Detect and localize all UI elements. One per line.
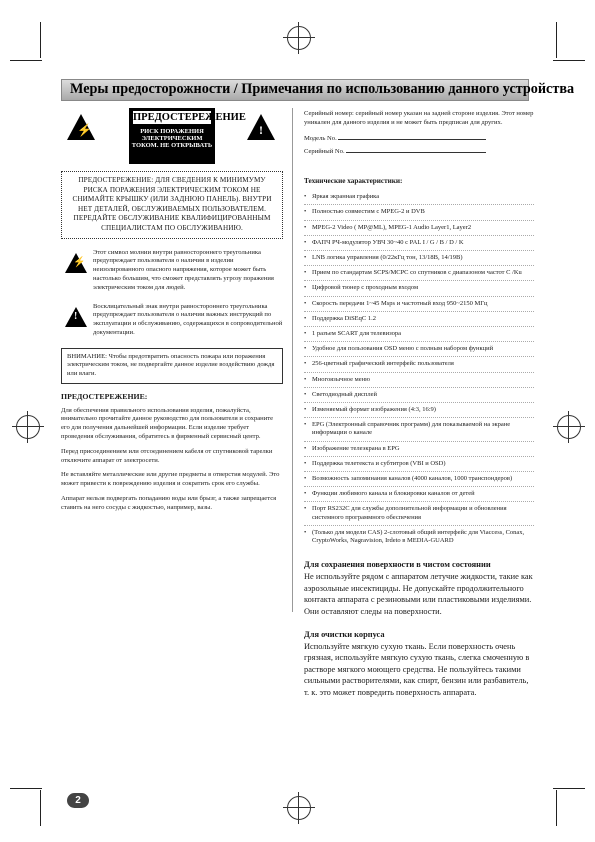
model-number-field (304, 133, 534, 144)
specs-heading: Технические характеристики: (304, 177, 403, 186)
registration-mark (287, 26, 311, 50)
page-title: Меры предосторожности / Примечания по использованию данного устройства (70, 81, 575, 97)
crop-mark (10, 60, 42, 61)
list-item: • (Только для модели CAS) 2-слотовый общий интерфейс для Viaccess, Conax, CryptoWorks, Nagravision, Irdeto в MEDIA-GUARD (304, 526, 534, 548)
crop-mark (556, 790, 557, 826)
exclamation-notice-text: Восклицательный знак внутри равностороннего треугольника предупреждает пользователя о наличии важных инструкций по эксплуатации и обслуживанию, содержащихся в сопроводительной документации. (93, 302, 283, 336)
left-column (61, 108, 283, 512)
exclamation-warning-icon: ! (247, 114, 275, 140)
page-title-bar (61, 79, 575, 101)
list-item: • Полностью совместим с MPEG-2 и DVB (304, 205, 534, 220)
serial-number-field (304, 146, 534, 157)
caution-label (61, 108, 283, 165)
caution-heading: ПРЕДОСТЕРЕЖЕНИЕ: (61, 391, 148, 401)
page-number: 2 (67, 793, 89, 808)
list-item: • 256-цветный графический интерфейс пользователя (304, 357, 534, 372)
caution-paragraph: Для обеспечения правильного использования изделия, пожалуйста, внимательно прочитайте данное руководство для пользователя и сохраните его для получения дальнейшей информации. Если изделие требует проведения обслуживания, обратитесь в фирменный сервисный центр. (61, 406, 274, 440)
lightning-icon: ⚡ (65, 253, 87, 273)
crop-mark (40, 22, 41, 58)
list-item: • Цифровой тюнер с проходным входом (304, 281, 534, 296)
caution-paragraph: Не вставляйте металлические или другие предметы в отверстия модулей. Это может привести к повреждению изделия и сократить срок его службы. (61, 471, 280, 488)
list-item: • 1 разъем SCART для телевизора (304, 327, 534, 342)
lightning-warning-icon: ⚡ (67, 114, 95, 140)
crop-mark (10, 788, 42, 789)
crop-mark (553, 788, 585, 789)
list-item: • Многоязычное меню (304, 373, 534, 388)
list-item: • EPG (Электронный справочник программ) для показываемой на экране информации о канале (304, 418, 534, 441)
caution-label-center (129, 108, 246, 164)
serial-number-text: Серийный номер: серийный номер указан на задней стороне изделия. Этот номер уникален для данного изделия и не может быть предписан для других. (304, 110, 534, 126)
list-item: • Удобное для пользования OSD меню с полным набором функций (304, 342, 534, 357)
exclamation-notice (61, 303, 283, 338)
list-item: • Изображение телеэкрана в EPG (304, 442, 534, 457)
list-item: • Функции любимого канала и блокировки каналов от детей (304, 487, 534, 502)
model-number-line (338, 133, 486, 140)
list-item: • Возможность запоминания каналов (4000 каналов, 1000 транспондеров) (304, 472, 534, 487)
serial-number-line (346, 146, 486, 153)
registration-mark (16, 415, 40, 439)
list-item: • Светодиодный дисплей (304, 388, 534, 403)
clean-body-text: Используйте мягкую сухую ткань. Если поверхность очень грязная, используйте мягкую сухую ткань, слегка смоченную в растворе мягкого моющего средства. Не пользуйтесь такими сильными растворителями, как спирт, бензин или разбавитель, т. к. это может повредить поверхность аппарата. (304, 641, 530, 698)
clean-body-heading: Для очистки корпуса (304, 629, 385, 639)
list-item: • Изменяемый формат изображения (4:3, 16:9) (304, 403, 534, 418)
crop-mark (40, 790, 41, 826)
list-item: • Прием по стандартам SCPS/MCPC со спутников с диапазоном частот С /Ku (304, 266, 534, 281)
exclamation-icon: ! (65, 307, 87, 327)
crop-mark (556, 22, 557, 58)
column-divider (292, 108, 293, 612)
list-item: • Поддержка телетекста и субтитров (VBI и OSD) (304, 457, 534, 472)
lightning-notice-text: Этот символ молнии внутри равностороннего треугольника предупреждает пользователя о наличии в изделии неизолированного опасного напряжения, которое может быть настолько большим, что сможет представлять угрозу поражения электрическим током для людей. (93, 248, 274, 291)
caution-label-text: РИСК ПОРАЖЕНИЯ ЭЛЕКТРИЧЕСКИМ ТОКОМ. НЕ ОТКРЫВАТЬ (131, 128, 213, 149)
serial-number-label: Серийный No. (304, 148, 345, 156)
crop-mark (553, 60, 585, 61)
attention-box: ВНИМАНИЕ: Чтобы предотвратить опасность пожара или поражения электрическим током, не подвергайте данное изделие воздействию дождя или влаги. (61, 348, 283, 384)
lightning-notice (61, 249, 283, 293)
list-item: • Скорость передачи 1~45 Мsps и частотный вход 950~2150 МГц (304, 297, 534, 312)
list-item: • Поддержка DiSEqC 1.2 (304, 312, 534, 327)
model-number-label: Модель No. (304, 134, 337, 142)
right-column (304, 110, 534, 699)
registration-mark (557, 415, 581, 439)
list-item: • ФАПЧ РЧ-модулятор УВЧ 30~40 с PAL I / G / B / D / K (304, 236, 534, 251)
clean-surface-text: Не используйте рядом с аппаратом летучие жидкости, такие как аэрозольные инсектициды. Не допускайте продолжительного контакта аппарата с резиновыми или пластиковыми изделиями. Они оставляют следы на поверхности. (304, 572, 533, 617)
caution-paragraph: Перед присоединением или отсоединением кабеля от спутниковой тарелки отключите аппарат от электросети. (61, 447, 273, 464)
list-item: • LNB логика управления (0/22кГц тон, 13/18B, 14/19B) (304, 251, 534, 266)
specs-list (304, 190, 534, 548)
list-item: • Порт RS232C для службы дополнительной информации и обновления системного программного обеспечения (304, 502, 534, 525)
clean-surface-heading: Для сохранения поверхности в чистом состоянии (304, 560, 491, 570)
caution-paragraph: Аппарат нельзя подвергать попаданию воды или брызг, а также запрещается ставить на него сосуды с жидкостью, например, вазы. (61, 494, 277, 511)
caution-label-heading: ПРЕДОСТЕРЕЖЕНИЕ (133, 112, 246, 123)
list-item: • MPEG-2 Video ( MP@ML), MPEG-1 Audio Layer1, Layer2 (304, 221, 534, 236)
caution-notice-box: ПРЕДОСТЕРЕЖЕНИЕ: ДЛЯ СВЕДЕНИЯ К МИНИМУМУ РИСКА ПОРАЖЕНИЯ ЭЛЕКТРИЧЕСКИМ ТОКОМ НЕ СНИМАЙТЕ КРЫШКУ (ИЛИ ЗАДНЮЮ ПАНЕЛЬ). ВНУТРИ НЕТ ДЕТАЛЕЙ, ОБСЛУЖИВАЕМЫХ ПОЛЬЗОВАТЕЛЕМ. ПЕРЕДАЙТЕ ОБСЛУЖИВАНИЕ КВАЛИФИЦИРОВАННЫМ СПЕЦИАЛИСТАМ ПО ОБСЛУЖИВАНИЮ. (61, 171, 283, 239)
registration-mark (287, 796, 311, 820)
list-item: • Яркая экранная графика (304, 190, 534, 205)
